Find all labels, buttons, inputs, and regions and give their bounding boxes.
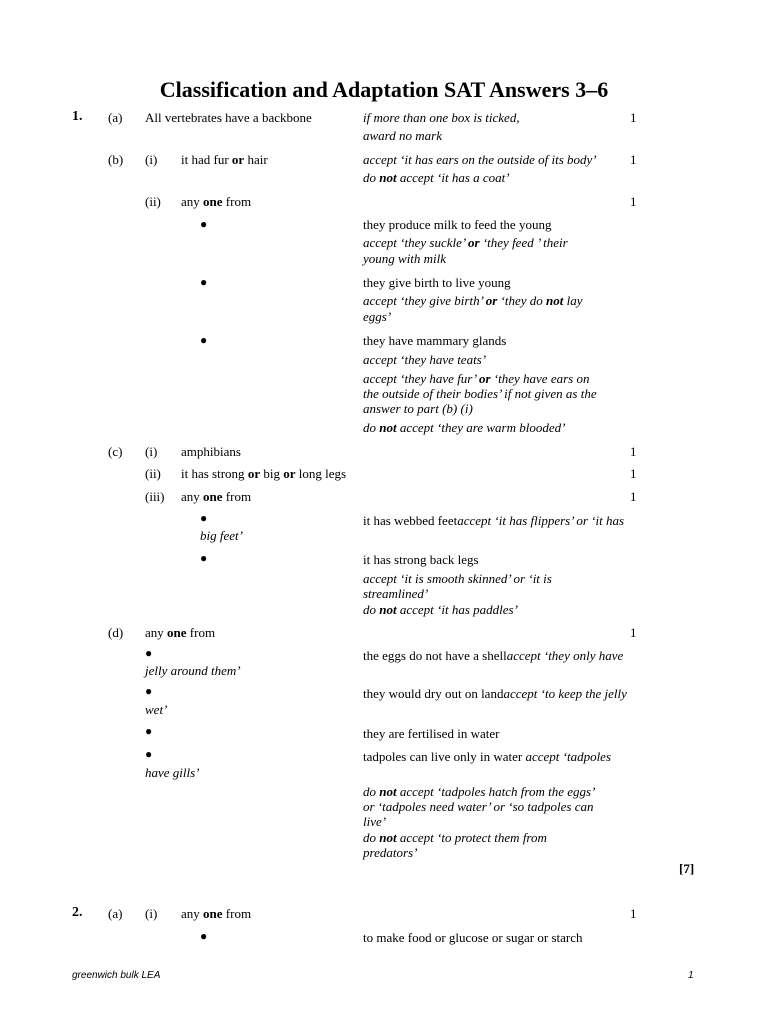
answer-text: it had fur or hair [181,152,268,167]
mark-value: 1 [630,466,637,481]
part-label: (c) [108,444,123,459]
marking-note: streamlined’ [363,586,429,601]
answer-text: amphibians [181,444,241,459]
marking-note: award no mark [363,128,442,143]
marking-note: do not accept ‘it has paddles’ [363,602,518,617]
marking-note: accept ‘it has ears on the outside of its body’ [363,152,597,167]
bullet-icon: ● [200,333,208,347]
marking-note: do not accept ‘to protect them from [363,830,547,845]
answer-option: it has webbed feetaccept ‘it has flippers’ or ‘it has [363,513,625,528]
answer-option: the eggs do not have a shellaccept ‘they only have [363,648,624,663]
answer-text: any one from [145,625,216,640]
answer-text: any one from [181,906,252,921]
subpart-label: (i) [145,444,158,459]
marking-note: accept ‘it is smooth skinned’ or ‘it is [363,571,552,586]
marking-note: do not accept ‘they are warm blooded’ [363,420,566,435]
question-number: 1. [72,109,83,124]
marking-note: or ‘tadpoles need water’ or ‘so tadpoles can [363,799,594,814]
question-number: 2. [72,905,83,920]
mark-value: 1 [630,444,637,459]
subpart-label: (ii) [145,466,161,481]
subpart-label: (i) [145,152,158,167]
bullet-icon: ● [145,646,153,660]
part-label: (b) [108,152,124,167]
marking-note: accept ‘they give birth’ or ‘they do not lay [363,293,583,308]
bullet-icon: ● [200,275,208,289]
part-label: (a) [108,906,123,921]
marking-note: do not accept ‘it has a coat’ [363,170,510,185]
marking-note: predators’ [363,845,418,860]
marking-note: jelly around them’ [145,663,241,678]
marking-note: if more than one box is ticked, [363,110,520,125]
bullet-icon: ● [200,217,208,231]
marking-note: the outside of their bodies’ if not given as the [363,386,597,401]
answer-text: any one from [181,489,252,504]
marking-note: accept ‘they have fur’ or ‘they have ears on [363,371,590,386]
marking-note: big feet’ [200,528,243,543]
answer-text: All vertebrates have a backbone [145,110,312,125]
answer-option: they produce milk to feed the young [363,217,552,232]
answer-option: they are fertilised in water [363,726,500,741]
marking-note: wet’ [145,702,168,717]
marking-note: live’ [363,814,387,829]
marking-note: young with milk [363,251,447,266]
answer-text: it has strong or big or long legs [181,466,347,481]
subpart-label: (i) [145,906,158,921]
page-number: 1 [688,970,694,981]
bullet-icon: ● [145,747,153,761]
mark-value: 1 [630,152,637,167]
part-label: (a) [108,110,123,125]
answer-option: it has strong back legs [363,552,479,567]
bullet-icon: ● [200,929,208,943]
mark-value: 1 [630,489,637,504]
marking-note: have gills’ [145,765,200,780]
answer-option: they give birth to live young [363,275,511,290]
subpart-label: (iii) [145,489,165,504]
bullet-icon: ● [145,684,153,698]
marking-note: eggs’ [363,309,392,324]
bullet-icon: ● [145,724,153,738]
answer-option: they would dry out on landaccept ‘to keep the jelly [363,686,627,701]
bullet-icon: ● [200,511,208,525]
mark-value: 1 [630,110,637,125]
page-title: Classification and Adaptation SAT Answers 3–6 [159,77,609,102]
total-marks: [7] [679,861,695,876]
answer-text: any one from [181,194,252,209]
subpart-label: (ii) [145,194,161,209]
answer-option: they have mammary glands [363,333,507,348]
marking-note: accept ‘they suckle’ or ‘they feed ’ their [363,235,568,250]
bullet-icon: ● [200,551,208,565]
marking-note: do not accept ‘tadpoles hatch from the eggs’ [363,784,596,799]
answer-option: tadpoles can live only in water accept ‘tadpoles [363,749,612,764]
part-label: (d) [108,625,124,640]
marking-note: answer to part (b) (i) [363,401,473,416]
mark-value: 1 [630,906,637,921]
mark-value: 1 [630,625,637,640]
answer-option: to make food or glucose or sugar or starch [363,930,583,945]
footer-source: greenwich bulk LEA [72,970,161,981]
mark-value: 1 [630,194,637,209]
marking-note: accept ‘they have teats’ [363,352,487,367]
